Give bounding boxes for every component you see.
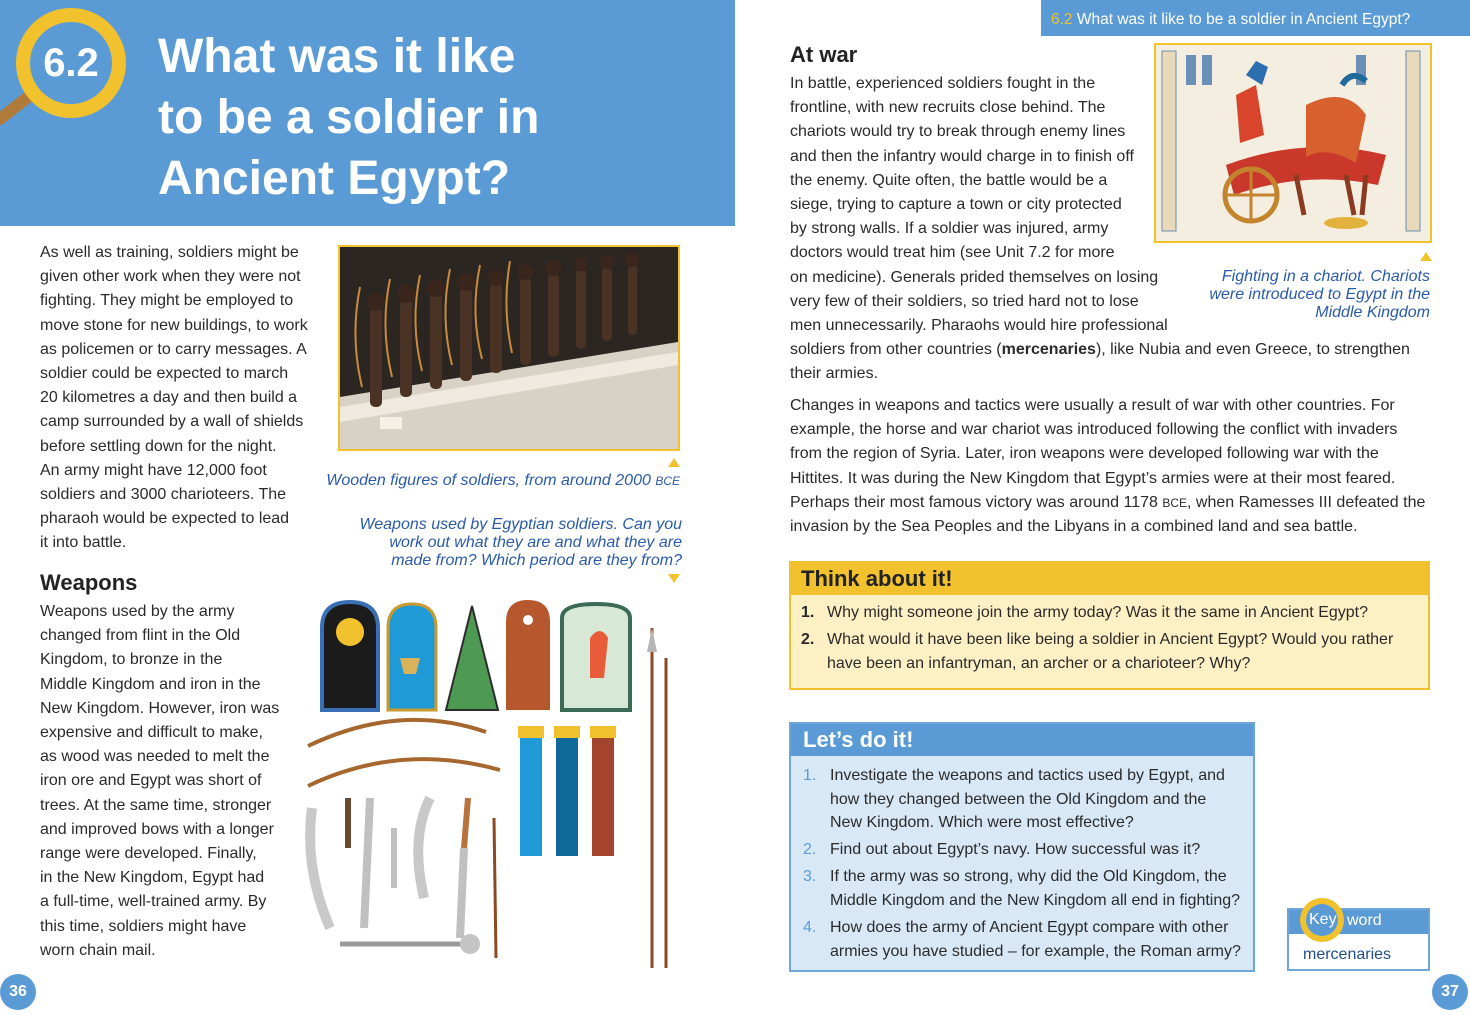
title-line: Ancient Egypt? (158, 152, 511, 205)
text-line: An army might have 12,000 foot (40, 461, 267, 479)
question-text: Why might someone join the army today? Was it the same in Ancient Egypt? (827, 604, 1368, 621)
text-line: on medicine). Generals prided themselves on losing (790, 268, 1159, 286)
text-span: , when Ramesses III defeated the (1187, 493, 1426, 511)
think-about-it-title: Think about it! (801, 566, 953, 591)
text-line: New Kingdom. However, iron was (40, 699, 280, 717)
text-line: pharaoh would be expected to lead (40, 510, 290, 528)
title-line: What was it like (158, 30, 516, 83)
task-number: 2. (803, 841, 817, 858)
text-line: as policemen or to carry messages. A (40, 340, 307, 358)
caption-line: work out what they are and what they are (389, 534, 682, 551)
soldier-figures-illustration (340, 247, 678, 449)
at-war-paragraph (790, 72, 1170, 338)
question-number: 2. (801, 631, 815, 648)
lets-do-it-title: Let’s do it! (803, 727, 914, 752)
running-head-text: What was it like to be a soldier in Ancient Egypt? (1076, 11, 1411, 28)
text-line: from the region of Syria. Later, iron weapons were developed following war with the (790, 445, 1379, 463)
weapons-paragraph (40, 600, 302, 963)
task-number: 1. (803, 767, 817, 784)
task-3 (803, 865, 1253, 912)
caption-line: Fighting in a chariot. Chariots (1221, 268, 1430, 285)
text-line: their armies. (790, 365, 879, 383)
caption-line: Middle Kingdom (1315, 304, 1430, 321)
changes-paragraph (790, 394, 1430, 539)
text-line: and then the infantry would charge in to finish off (790, 147, 1134, 165)
think-about-it-header (791, 563, 1428, 595)
text-line: Kingdom, to bronze in the (40, 651, 223, 669)
lets-do-it-box (789, 722, 1255, 972)
task-text: Middle Kingdom and the New Kingdom all end in fighting? (830, 891, 1241, 909)
caption-line: made from? Which period are they from? (391, 552, 682, 569)
chariot-illustration (1156, 45, 1430, 241)
text-line (790, 491, 1430, 515)
text-line: siege, trying to capture a town or city protected (790, 196, 1122, 214)
task-text: how they changed between the Old Kingdom and the (830, 790, 1207, 808)
page-number-right: 37 (1432, 974, 1468, 1010)
intro-paragraph (40, 241, 330, 556)
text-line: Hittites. It was during the New Kingdom that Egypt’s armies were at their most feared. (790, 469, 1396, 487)
text-line: camp surrounded by a wall of shields (40, 413, 304, 431)
text-span: ), like Nubia and even Greece, to strengthen (1095, 341, 1410, 358)
text-span: soldiers from other countries ( (790, 341, 1002, 358)
key-word-term: mercenaries (1303, 946, 1392, 963)
text-line: very few of their soldiers, so tried hard not to lose (790, 292, 1139, 310)
text-line: fighting. They might be employed to (40, 292, 294, 310)
chariot-caption (1160, 268, 1430, 322)
question-number: 1. (801, 604, 815, 621)
key-word-label: word (1347, 912, 1382, 929)
task-text: Investigate the weapons and tactics used by Egypt, and (830, 767, 1225, 784)
text-line (790, 338, 1430, 362)
at-war-paragraph-wide (790, 338, 1430, 386)
text-line: range were developed. Finally, (40, 845, 257, 863)
weapons-drawing (300, 598, 680, 970)
caption-line: were introduced to Egypt in the (1209, 286, 1430, 303)
task-text: New Kingdom. Which were most effective? (830, 814, 1134, 831)
caption-era: BCE (655, 474, 680, 488)
text-line: given other work when they were not (40, 268, 301, 286)
task-text: Find out about Egypt’s navy. How successful was it? (830, 841, 1201, 858)
chariot-painting (1154, 43, 1432, 243)
running-head (1041, 0, 1470, 36)
text-line: Middle Kingdom and iron in the (40, 675, 261, 693)
text-line: Weapons used by the army (40, 603, 235, 620)
text-line: the enemy. Quite often, the battle would be a (790, 171, 1108, 189)
caption-text: Wooden figures of soldiers, from around 2000 (326, 472, 651, 489)
task-4 (803, 916, 1253, 963)
task-text: armies you have studied – for example, the Roman army? (830, 942, 1241, 960)
think-about-it-box (789, 561, 1430, 690)
task-number: 4. (803, 919, 817, 936)
text-line: soldier could be expected to march (40, 365, 289, 383)
think-question-2 (801, 628, 1421, 676)
text-line: in the New Kingdom, Egypt had (40, 869, 265, 887)
title-line: to be a soldier in (158, 91, 540, 144)
page-title (158, 26, 718, 209)
text-line: frontline, with new recruits close behind. The (790, 99, 1106, 117)
weapons-heading: Weapons (40, 570, 138, 595)
text-line: by strong walls. If a soldier was injured, army (790, 220, 1109, 238)
text-line: a full-time, well-trained army. By (40, 893, 267, 911)
lets-do-it-header (791, 724, 1253, 756)
text-line: As well as training, soldiers might be (40, 244, 299, 261)
text-line: soldiers and 3000 charioteers. The (40, 486, 287, 504)
photo-caption (300, 472, 680, 490)
wooden-soldiers-photo (338, 245, 680, 451)
text-line: as wood was needed to melt the (40, 748, 270, 766)
caption-pointer-icon (668, 458, 680, 467)
text-line: changed from flint in the Old (40, 627, 241, 645)
text-line: iron ore and Egypt was short of (40, 772, 262, 790)
keyword-mercenaries: mercenaries (1001, 341, 1096, 358)
text-line: invasion by the Sea Peoples and the Libyans in a combined land and sea battle. (790, 518, 1358, 536)
running-head-number: 6.2 (1051, 11, 1073, 28)
text-line: this time, soldiers might have (40, 917, 247, 935)
text-line: 20 kilometres a day and then build a (40, 389, 298, 407)
text-line: chariots would try to break through enemy lines (790, 123, 1126, 141)
unit-number-badge: 6.2 (30, 22, 112, 104)
key-label: Key (1309, 911, 1337, 928)
era-label: BCE (1162, 495, 1188, 510)
text-span: Perhaps their most famous victory was around 1178 (790, 493, 1158, 511)
task-text: If the army was so strong, why did the Old Kingdom, the (830, 868, 1227, 885)
think-question-1 (801, 601, 1421, 625)
at-war-heading: At war (790, 42, 858, 67)
text-line: doctors would treat him (see Unit 7.2 for more (790, 244, 1115, 262)
page-number-left: 36 (0, 974, 36, 1010)
text-line: it into battle. (40, 534, 127, 552)
text-line: trees. At the same time, stronger (40, 796, 272, 814)
caption-line: Weapons used by Egyptian soldiers. Can you (359, 516, 682, 533)
text-line: expensive and difficult to make, (40, 724, 263, 742)
question-text: What would it have been like being a soldier in Ancient Egypt? Would you rather (827, 631, 1394, 648)
text-line: before settling down for the night. (40, 437, 277, 455)
weapons-illustration (300, 598, 680, 970)
weapons-caption (330, 516, 682, 570)
task-number: 3. (803, 868, 817, 885)
caption-pointer-icon (668, 574, 680, 583)
question-text: have been an infantryman, an archer or a charioteer? Why? (827, 655, 1251, 672)
text-line: men unnecessarily. Pharaohs would hire professional (790, 317, 1168, 335)
text-line: In battle, experienced soldiers fought in the (790, 75, 1096, 92)
task-2 (803, 838, 1253, 862)
text-line: Changes in weapons and tactics were usually a result of war with other countries. For (790, 397, 1395, 414)
text-line: and improved bows with a longer (40, 820, 274, 838)
text-line: move stone for new buildings, to work (40, 316, 308, 334)
task-text: How does the army of Ancient Egypt compare with other (830, 919, 1229, 936)
task-1 (803, 764, 1253, 835)
caption-pointer-icon (1420, 252, 1432, 261)
text-line: example, the horse and war chariot was introduced following the conflict with invaders (790, 421, 1398, 439)
text-line: worn chain mail. (40, 941, 156, 959)
